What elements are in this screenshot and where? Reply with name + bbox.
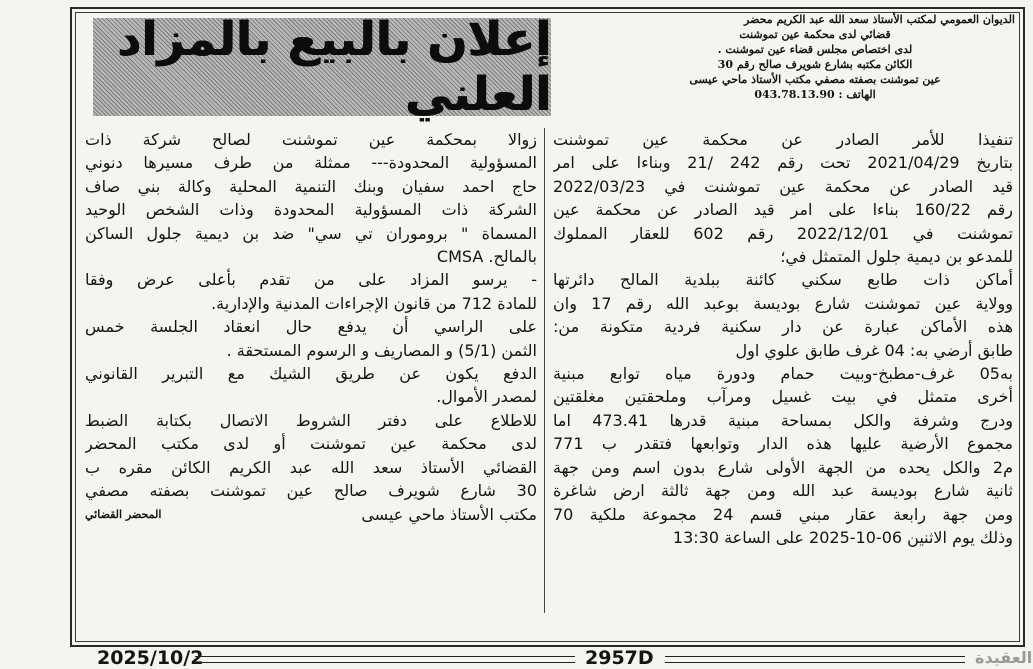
text-line: للاطلاع على دفتر الشروط الاتصال بكتابة الضبط [85, 410, 537, 430]
text-line: طابق أرضي به: 04 غرف طابق علوي اول [735, 340, 1013, 360]
signature-row [85, 503, 537, 526]
text-line: تموشنت في 2022/12/01 رقم 602 للعقار المملوك [553, 223, 1013, 243]
text-line: هذه الأماكن عبارة عن دار سكنية فردية متكونة من: [553, 317, 1013, 337]
text-line: قيد الصادر عن محكمة عين تموشنت في 2022/03/23 [553, 176, 1013, 196]
text-line: 30 شارع شويرف صالح عين تموشنت بصفته مصفي [85, 481, 537, 501]
text-line: مكتب الأستاذ ماحي عيسى [361, 504, 537, 524]
text-line: بالمالح. CMSA [436, 247, 537, 267]
text-line: على الراسي أن يدفع حال انعقاد الجلسة خمس [85, 317, 537, 337]
text-line: لمصدر الأموال. [436, 387, 537, 407]
right-column [553, 128, 1013, 549]
header-line: الديوان العمومي لمكتب الأستاذ سعد الله عبد الكريم محضر [744, 13, 1015, 26]
text-line: أماكن ذات طابع سكني كائنة ببلدية المالح دائرتها [553, 270, 1013, 290]
text-line: رقم 160/22 بناءا على امر قيد الصادر عن محكمة عين [553, 200, 1013, 220]
text-line: به05 غرف-مطبخ-وبيت حمام ودورة مياه توابع مبنية [553, 364, 1013, 384]
text-line: ومن جهة رابعة عقار مبني قسم 24 مجموعة ملكية 70 [553, 504, 1013, 524]
header-line: لدى اختصاص مجلس قضاء عين تموشنت . [717, 43, 913, 56]
text-line: وولاية عين تموشنت شارع بوديسة بوعبد الله رقم 17 وان [553, 293, 1013, 313]
text-line: بتاريخ 2021/04/29 تحت رقم 242 /21 وبناءا على امر [553, 153, 1013, 173]
text-line: للمادة 712 من قانون الإجراءات المدنية والإدارية. [211, 293, 537, 313]
header-line: قضائي لدى محكمة عين تموشنت [739, 28, 891, 41]
text-line: زوالا بمحكمة عين تموشنت لصالح شركة ذات [85, 130, 537, 149]
text-line: الشركة ذات المسؤولية المحدودة وذات الشخص الوحيد [85, 200, 537, 220]
text-line: ثانية شارع بوديسة عبد الله ومن جهة ثالثة ارض شاغرة [553, 481, 1013, 501]
issue-date: 2025/10/2 [97, 647, 204, 669]
header-line: الكائن مكتبه بشارع شويرف صالح رقم 30 [717, 58, 913, 71]
left-column [85, 128, 537, 526]
text-line: مجموع الأرضية عليها هذه الدار وتوابعها فتقدر ب 771 [553, 434, 1013, 454]
header-line: الهاتف : 043.78.13.90 [754, 88, 876, 101]
banner-title: إعلان بالبيع بالمزاد العلني [116, 12, 551, 122]
text-line: لدى محكمة عين تموشنت أو لدى مكتب المحضر [85, 434, 537, 454]
text-line: للمدعو بن ديمية جلول المتمثل في؛ [780, 247, 1013, 267]
ad-number: 2957D [585, 647, 654, 669]
footer-rule-right [665, 656, 965, 663]
text-line: أخرى متمثل في بيت غسيل ومرآب وملحقتين مغلقتين [553, 387, 1013, 407]
text-line: الثمن (5/1) و المصاريف و الرسوم المستحقة . [226, 340, 537, 360]
text-line: القضائي الأستاذ سعد الله عبد الكريم الكائن مقره ب [85, 457, 537, 477]
footer-rule-left [195, 656, 575, 663]
text-line: ودرج وشرفة والكل بمساحة مبنية قدرها 473.41 اما [553, 410, 1013, 430]
text-line: وذلك يوم الاثنين 06-10-2025 على الساعة 13:30 [672, 527, 1013, 547]
text-line: م2 والكل يحده من الجهة الأولى شارع بدون اسم ومن جهة [553, 457, 1013, 477]
newspaper-brand: العقيدة [975, 648, 1033, 667]
header-line: عين تموشنت بصفته مصفي مكتب الأستاذ ماحي عيسى [689, 73, 941, 86]
text-line: - يرسو المزاد على من تقدم بأعلى عرض وفقا [85, 270, 537, 290]
text-line: تنفيذا للأمر الصادر عن محكمة عين تموشنت [553, 130, 1013, 149]
text-line: المسؤولية المحدودة--- ممثلة من طرف مسيرها دنوني [85, 153, 537, 173]
text-line: حاج احمد سفيان وبنك التنمية المحلية وكالة بني صاف [85, 176, 537, 196]
signature-label: المحضر القضائي [85, 507, 162, 521]
page-footer [75, 647, 1033, 669]
auction-banner [93, 12, 551, 122]
text-line: المسماة " بروموران تي سي" ضد بن ديمية جلول الساكن [85, 223, 537, 243]
text-line: الدفع يكون عن طريق الشيك مع التبرير القانوني [85, 364, 537, 384]
bailiff-header [615, 12, 1015, 102]
column-divider [544, 128, 545, 613]
